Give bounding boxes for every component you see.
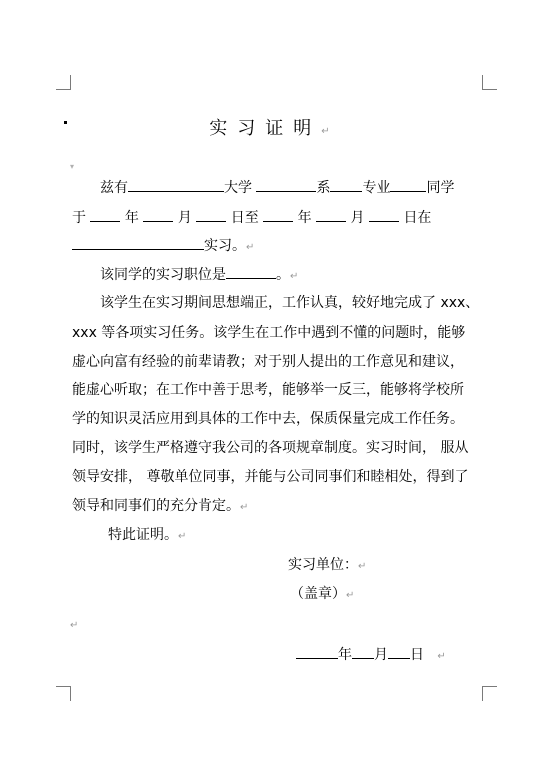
paragraph-mark-icon: ↵ (178, 531, 187, 542)
page-corner-mark-bottom-left (56, 686, 71, 701)
paragraph-mark-icon: ↵ (290, 271, 299, 282)
blank-university[interactable] (128, 176, 224, 192)
text: 。 (276, 267, 290, 283)
text: 同学 (426, 180, 455, 196)
text: 实习。 (204, 238, 246, 254)
paragraph-mark-icon: ↵ (240, 502, 249, 513)
text: 该同学的实习职位是 (100, 267, 226, 283)
empty-paragraph[interactable] (70, 614, 110, 636)
text: 年 (338, 647, 352, 663)
blank-department[interactable] (256, 176, 316, 192)
text: 日至 (230, 210, 259, 226)
paragraph-mark-icon: ↵ (70, 620, 79, 631)
blank-end-year[interactable] (263, 206, 293, 222)
text: 于 (72, 210, 86, 226)
text: 领导和同事们的充分肯定。 (72, 498, 240, 514)
para3-last-line[interactable] (72, 496, 492, 518)
blank-start-day[interactable] (196, 206, 226, 222)
blank-company[interactable] (72, 234, 204, 250)
text: 专业 (362, 180, 391, 196)
text: 年 (297, 210, 312, 226)
page-corner-mark-top-left (56, 75, 71, 90)
blank-date-day[interactable] (388, 643, 410, 659)
para1-line3[interactable] (72, 234, 492, 258)
text: 月 (177, 210, 192, 226)
blank-major[interactable] (330, 176, 362, 192)
para3-line[interactable]: 该学生在实习期间思想端正，工作认真，较好地完成了 xxx、 (100, 295, 480, 311)
blank-start-month[interactable] (143, 206, 173, 222)
para3-line[interactable]: 领导安排， 尊敬单位同事，并能与公司同事们和睦相处，得到了 (72, 469, 469, 485)
text: 实习单位： (288, 557, 358, 573)
para3-line[interactable]: 虚心向富有经验的前辈请教；对于别人提出的工作意见和建议， (72, 354, 464, 370)
paragraph-mark-icon: ↵ (246, 242, 255, 253)
closing-statement[interactable] (108, 525, 528, 547)
text: （盖章） (290, 586, 346, 602)
para3-line[interactable]: 学的知识灵活应用到具体的工作中去，保质保量完成工作任务。 (72, 411, 464, 427)
para3-line[interactable]: 同时，该学生严格遵守我公司的各项规章制度。实习时间， 服从 (72, 440, 469, 456)
text: 大学 (224, 180, 252, 196)
blank-date-year[interactable] (296, 643, 338, 659)
text: 月 (374, 647, 388, 663)
title-text: 实习证明 (209, 118, 322, 139)
seal-label[interactable] (290, 584, 490, 606)
para2-position[interactable] (100, 263, 520, 287)
blank-date-month[interactable] (352, 643, 374, 659)
internship-unit-label[interactable] (288, 555, 488, 577)
blank-end-month[interactable] (316, 206, 346, 222)
paragraph-mark-icon: ↵ (346, 590, 355, 601)
text: 特此证明。 (108, 527, 178, 543)
text: 日 (410, 647, 424, 663)
paragraph-mark-icon: ↵ (437, 651, 446, 662)
text: 系 (316, 180, 331, 196)
page-corner-mark-top-right (482, 75, 497, 90)
para3-line[interactable]: 能虚心听取；在工作中善于思考，能够举一反三，能够将学校所 (72, 382, 464, 398)
text: 兹有 (100, 180, 128, 196)
blank-student-name[interactable] (390, 176, 426, 192)
document-title[interactable] (0, 114, 549, 140)
date-line[interactable] (296, 643, 486, 667)
paragraph-mark-icon: ↵ (358, 561, 367, 572)
text: 月 (350, 210, 365, 226)
para1-line1[interactable] (100, 176, 492, 198)
paragraph-mark-icon: ↵ (321, 126, 340, 137)
blank-end-day[interactable] (369, 206, 399, 222)
para1-line2[interactable] (72, 206, 492, 228)
para3-line[interactable]: xxx 等各项实习任务。该学生在工作中遇到不懂的问题时，能够 (72, 325, 466, 341)
page-corner-mark-bottom-right (482, 686, 497, 701)
blank-position[interactable] (226, 263, 276, 279)
text: 日在 (403, 210, 432, 226)
blank-start-year[interactable] (90, 206, 120, 222)
text: 年 (124, 210, 139, 226)
format-mark: ▾ (70, 162, 75, 171)
